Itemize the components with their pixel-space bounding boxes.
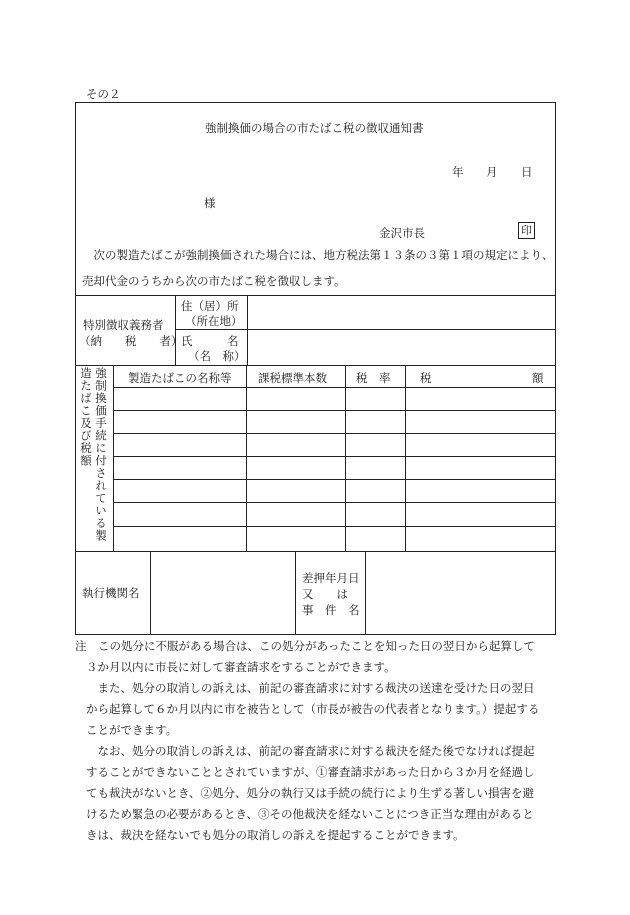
issuer-name: 金沢市長 <box>379 226 425 240</box>
note-line-7: することができないこととされていますが、①審査請求があった日から３か月を経過し <box>86 765 535 779</box>
seal-mark: 印 <box>518 222 535 239</box>
row-rule-3 <box>113 433 556 434</box>
obligor-value-rule <box>247 295 248 365</box>
col-rule-3 <box>405 365 406 551</box>
col-header-tax-right: 額 <box>532 371 544 385</box>
col-header-product: 製造たばこの名称等 <box>128 371 232 385</box>
note-line-3: また、処分の取消しの訴えは、前記の審査請求に対する裁決の送達を受けた日の翌日 <box>86 681 535 695</box>
vertical-label-rule <box>113 365 114 551</box>
obligor-label: 特別徴収義務者 <box>83 318 164 332</box>
note-line-6: なお、処分の取消しの訴えは、前記の審査請求に対する裁決を経た後でなければ提起 <box>86 744 535 758</box>
date-day: 日 <box>521 165 533 179</box>
tobacco-vertical-label: 強制換価手続に付されている製造たばこ及び税額 <box>79 367 108 542</box>
exec-col-rule-2 <box>295 551 296 635</box>
col-header-tax-left: 税 <box>420 371 432 385</box>
note-line-2: ３か月以内に市長に対して審査請求をすることができます。 <box>86 660 396 674</box>
table-top-rule <box>75 295 556 296</box>
date-year: 年 <box>452 165 464 179</box>
date-month: 月 <box>486 165 498 179</box>
address-sublabel: （所在地） <box>185 314 243 328</box>
intro-text-line1: 次の製造たばこが強制換価された場合には、地方税法第１３条の３第１項の規定により、 <box>82 248 554 262</box>
obligor-bottom-rule <box>75 365 556 366</box>
col-header-rate: 税 率 <box>356 371 391 385</box>
note-line-5: ことができます。 <box>86 723 178 737</box>
row-rule-6 <box>113 502 556 503</box>
exec-col-rule-1 <box>150 551 151 635</box>
note-line-9: けるため緊急の必要があるとき、③その他裁決を経ないことにつき正当な理由があると <box>86 807 534 821</box>
name-sublabel: （名 称） <box>188 349 246 363</box>
addressee-suffix: 様 <box>204 196 216 210</box>
note-line-10: きは、裁決を経ないでも処分の取消しの訴えを提起することができます。 <box>86 828 465 842</box>
table-bottom-rule <box>75 551 556 552</box>
row-rule-7 <box>113 526 556 527</box>
row-rule-5 <box>113 479 556 480</box>
col-rule-2 <box>345 365 346 551</box>
name-label: 氏 名 <box>181 334 239 348</box>
form-number-label: その２ <box>86 87 121 101</box>
col-header-standard: 課税標準本数 <box>258 371 327 385</box>
exec-col-rule-3 <box>365 551 366 635</box>
document-title: 強制換価の場合の市たばこ税の徴収通知書 <box>205 121 424 135</box>
address-label: 住（居）所 <box>181 299 239 313</box>
obligor-col-rule <box>175 295 176 365</box>
row-rule-2 <box>113 410 556 411</box>
obligor-sublabel: （納 税 者） <box>79 334 183 348</box>
note-line-8: ても裁決がないとき、②処分、処分の執行又は手続の続行により生ずる著しい損害を避 <box>86 786 535 800</box>
row-rule-4 <box>113 456 556 457</box>
col-rule-1 <box>246 365 247 551</box>
row-rule-1 <box>113 387 556 388</box>
exec-agency-label: 執行機関名 <box>82 586 140 600</box>
address-row-rule <box>175 329 556 330</box>
intro-text-line2: 売却代金のうちから次の市たばこ税を徴収します。 <box>82 274 346 288</box>
note-line-1: 注 この処分に不服がある場合は、この処分があったことを知った日の翌日から起算して <box>75 639 535 653</box>
seizure-date-label: 差押年月日 <box>302 571 360 585</box>
seizure-or-label: 又 は <box>302 587 348 601</box>
note-line-4: から起算して６か月以内に市を被告として（市長が被告の代表者となります。）提起する <box>86 702 540 716</box>
form-frame <box>75 102 556 635</box>
case-name-label: 事 件 名 <box>302 603 360 617</box>
